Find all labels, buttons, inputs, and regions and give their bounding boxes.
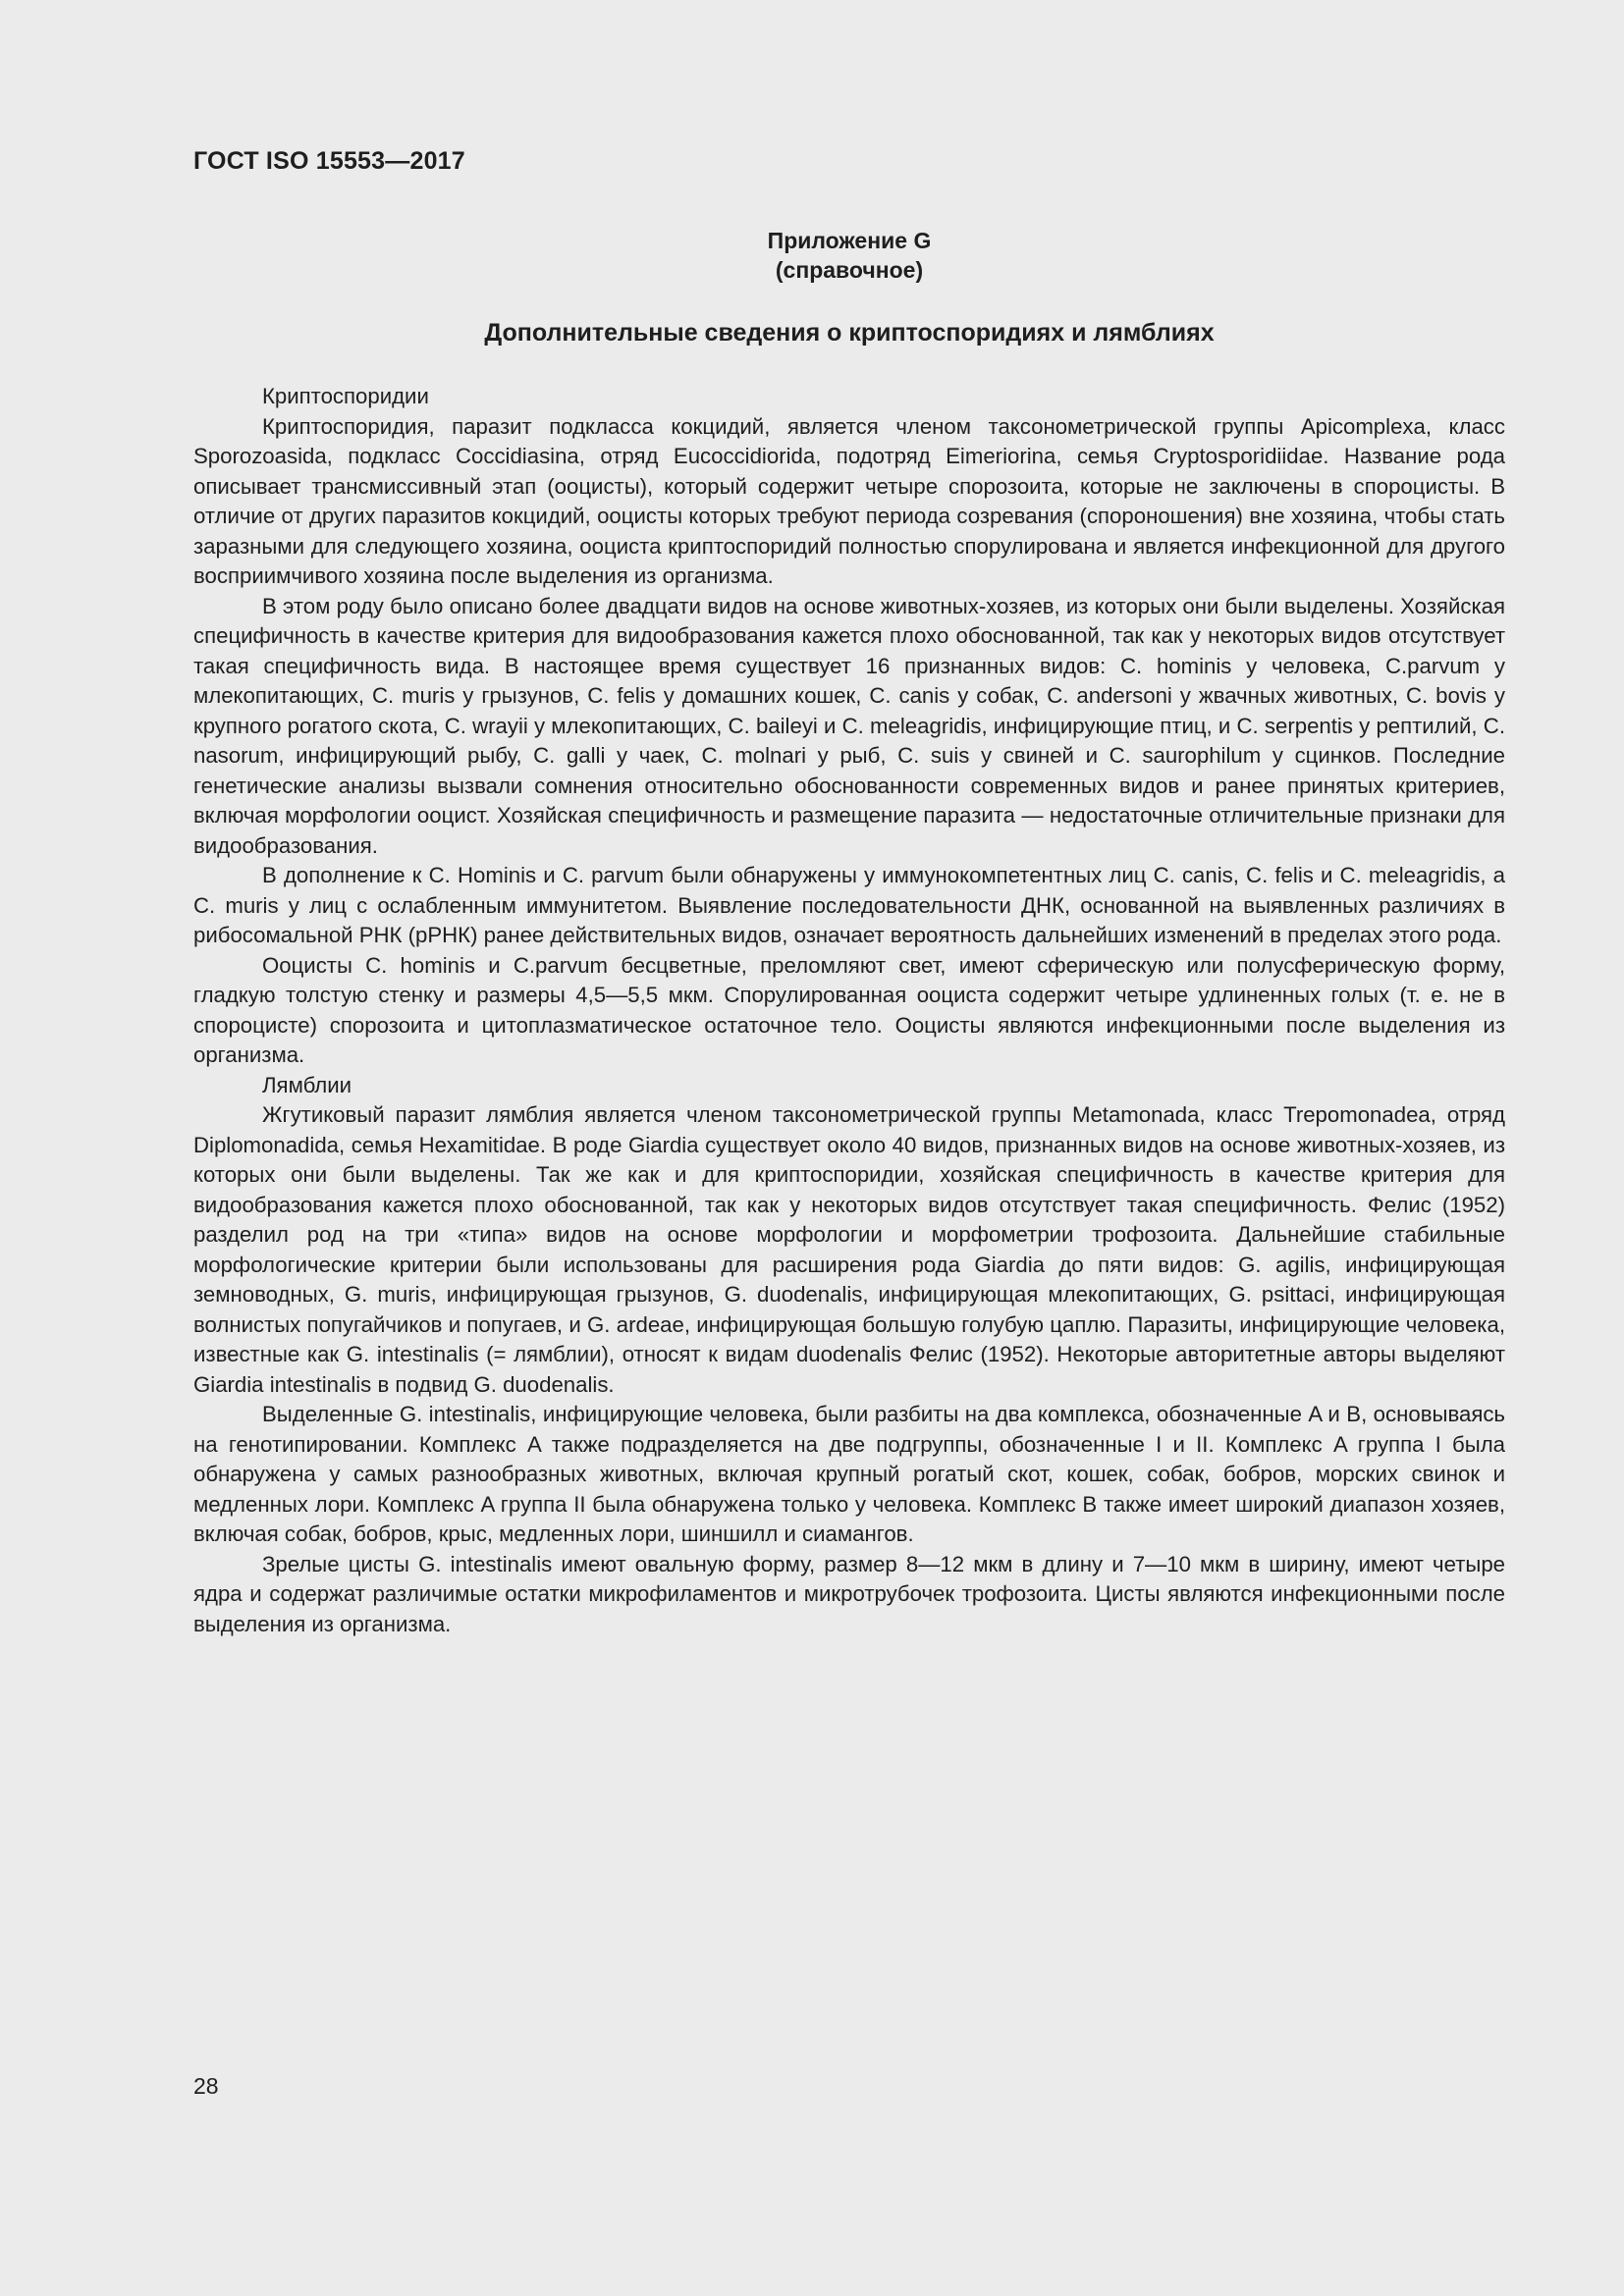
paragraph: Ооцисты C. hominis и C.parvum бесцветные, преломляют свет, имеют сферическую или полусферическую форму, гладкую толстую стенку и размеры 4,5—5,5 мкм. Спорулированная ооциста содержит четыре удлиненных голых (т. е. не в спороцисте) спорозоита и цитоплазматическое остаточное тело. Ооцисты являются инфекционными после выделения из организма. [193,952,1505,1067]
paragraph: Жгутиковый паразит лямблия является членом таксонометрической группы Metamonada, класс Trepomonadea, отряд Diplomonadida, семья Hexamitidae. В роде Giardia существует около 40 видов, признанных видов на основе животных-хозяев, из которых они были выделены. Так же как и для криптоспоридии, хозяйская специфичность в качестве критерия для видообразования кажется плохо обоснованной, так как у некоторых видов отсутствует такая специфичность. Фелис (1952) разделил род на три «типа» видов на основе морфологии и морфометрии трофозоита. Дальнейшие стабильные морфологические критерии были использованы для расширения рода Giardia до пяти видов: G. agilis, инфицирующая земноводных, G. muris, инфицирующая грызунов, G. duodenalis, инфицирующая млекопитающих, G. psittaci, инфицирующая волнистых попугайчиков и попугаев, и G. ardeae, инфицирующая большую голубую цаплю. Паразиты, инфицирующие человека, известные как G. intestinalis (= лямблии), относят к видам duodenalis Фелис (1952). Некоторые авторитетные авторы выделяют Giardia intestinalis в подвид G. duodenalis. [193,1102,1505,1397]
annex-label-block [193,226,1505,285]
annex-type: (справочное) [775,257,924,283]
section-heading-cryptosporidia: Криптоспоридии [262,384,429,408]
page-number: 28 [193,2073,219,2099]
annex-label: Приложение G [767,228,932,253]
paragraph: В этом роду было описано более двадцати видов на основе животных-хозяев, из которых они были выделены. Хозяйская специфичность в качестве критерия для видообразования кажется плохо обоснованной, так как у некоторых видов отсутствует такая специфичность вида. В настоящее время существует 16 признанных видов: C. hominis у человека, C.parvum у млекопитающих, C. muris у грызунов, C. felis у домашних кошек, C. canis у собак, C. andersoni у жвачных животных, C. bovis у крупного рогатого скота, C. wrayii у млекопитающих, C. baileyi и C. meleagridis, инфицирующие птиц, и C. serpentis у рептилий, C. nasorum, инфицирующий рыбу, C. galli у чаек, C. molnari у рыб, C. suis у свиней и C. saurophilum у сцинков. Последние генетические анализы вызвали сомнения относительно обоснованности современных видов и ранее принятых критериев, включая морфологии ооцист. Хозяйская специфичность и размещение паразита — недостаточные отличительные признаки для видообразования. [193,593,1505,858]
section-heading-giardia: Лямблии [262,1072,352,1097]
paragraph: В дополнение к C. Hominis и C. parvum были обнаружены у иммунокомпетентных лиц C. canis, C. felis и C. meleagridis, а C. muris у лиц с ослабленным иммунитетом. Выявление последовательности ДНК, основанной на выявленных различиях в рибосомальной РНК (рРНК) ранее действительных видов, означает вероятность дальнейших изменений в пределах этого рода. [193,863,1505,947]
paragraph: Зрелые цисты G. intestinalis имеют овальную форму, размер 8—12 мкм в длину и 7—10 мкм в ширину, имеют четыре ядра и содержат различимые остатки микрофиламентов и микротрубочек трофозоита. Цисты являются инфекционными после выделения из организма. [193,1551,1505,1636]
annex-title: Дополнительные сведения о криптоспоридиях и лямблиях [484,319,1215,347]
paragraph: Выделенные G. intestinalis, инфицирующие человека, были разбиты на два комплекса, обозначенные A и B, основываясь на генотипировании. Комплекс A также подразделяется на две подгруппы, обозначенные I и II. Комплекс A группа I была обнаружена у самых разнообразных животных, включая крупный рогатый скот, кошек, собак, бобров, морских свинок и медленных лори. Комплекс A группа II была обнаружена только у человека. Комплекс B также имеет широкий диапазон хозяев, включая собак, бобров, крыс, медленных лори, шиншилл и сиамангов. [193,1402,1505,1546]
paragraph: Криптоспоридия, паразит подкласса кокцидий, является членом таксонометрической группы Apicomplexa, класс Sporozoasida, подкласс Coccidiasina, отряд Eucoccidiorida, подотряд Eimeriorina, семья Cryptosporidiidae. Название рода описывает трансмиссивный этап (ооцисты), который содержит четыре спорозоита, которые не заключены в спороцисты. В отличие от других паразитов кокцидий, ооцисты которых требуют периода созревания (спороношения) вне хозяина, чтобы стать заразными для следующего хозяина, ооциста криптоспоридий полностью спорулирована и является инфекционной для другого восприимчивого хозяина после выделения из организма. [193,413,1505,588]
document-id-header: ГОСТ ISO 15553—2017 [193,147,465,175]
body-text [193,382,1505,1639]
